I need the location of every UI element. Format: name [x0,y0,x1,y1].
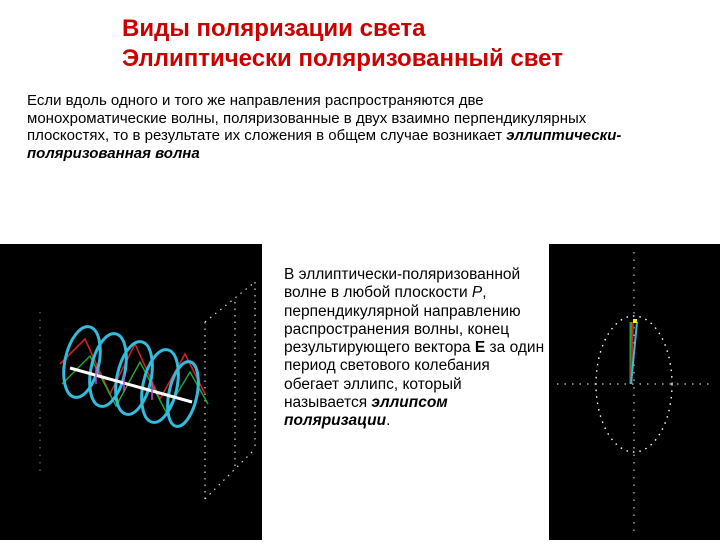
polarization-ellipse-illustration [549,244,720,540]
slide-title [122,14,563,74]
title-line-2: Эллиптически поляризованный свет [122,45,563,72]
description-end: . [386,412,391,430]
description-paragraph [284,266,546,431]
vector-symbol: Е [474,339,486,357]
description-text-3: за один период светового колебания обегает эллипс, который называется [284,339,545,412]
intro-paragraph [27,92,627,162]
intro-term: эллиптически-поляризованная волна [27,127,622,162]
description-term: эллипсом поляризации [284,394,448,430]
description-text-2: , перпендикулярной направлению распространения волны, конец результирующего вектора [284,284,521,357]
plane-symbol: Р [471,284,483,302]
description-text-1: В эллиптически-поляризованной волне в любой плоскости [284,266,521,302]
helix-wave-illustration [0,244,262,540]
polarization-ellipse-svg [549,244,720,540]
title-line-1: Виды поляризации света [122,15,426,42]
helix-wave-svg [0,244,262,540]
intro-text: Если вдоль одного и того же направления распространяются две монохроматические волны, поляризованные в двух взаимно перпендикулярных плоскостях, то в результате их сложения в общем случае возникает [27,92,587,144]
